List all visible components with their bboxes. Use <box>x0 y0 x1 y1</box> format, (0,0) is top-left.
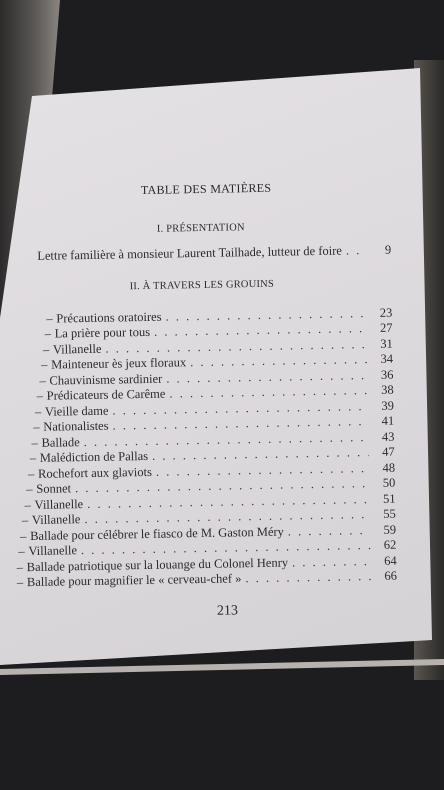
toc-entry-page: 59 <box>383 522 397 537</box>
toc-entry-page: 64 <box>384 553 397 568</box>
toc-entry-page: 39 <box>381 398 395 413</box>
toc-entry-label: Nationalistes <box>43 418 109 434</box>
toc-entry-lead <box>37 243 391 265</box>
leader-dots <box>288 523 371 540</box>
toc-entry-page: 34 <box>380 351 394 366</box>
entry-dash: – <box>39 373 46 388</box>
entry-dash: – <box>29 450 37 466</box>
section-heading-presentation: I. PRÉSENTATION <box>156 222 245 235</box>
entry-dash: – <box>24 497 31 512</box>
entry-dash: – <box>27 466 35 481</box>
toc-entry-page: 9 <box>384 242 392 257</box>
toc-entry-label: Villanelle <box>28 543 78 559</box>
toc-entry-label: Mainteneur ès jeux floraux <box>51 355 187 372</box>
section-heading-grouins: II. À TRAVERS LES GROUINS <box>129 278 275 292</box>
entry-dash: – <box>42 342 50 357</box>
toc-entry-label: Précautions oratoires <box>56 309 162 326</box>
toc-entry-label: La prière pour tous <box>54 324 151 341</box>
toc-entry-page: 36 <box>380 367 394 382</box>
entry-dash: – <box>36 388 44 403</box>
entry-dash: – <box>21 513 29 528</box>
toc-entry-page: 50 <box>382 475 396 490</box>
entry-dash: – <box>31 435 38 450</box>
toc-title: TABLE DES MATIÈRES <box>140 180 272 198</box>
page-edge <box>0 659 444 675</box>
toc-entry-page: 23 <box>379 305 393 320</box>
toc-entry-label: Villanelle <box>52 341 102 357</box>
toc-entry-label: Ballade patriotique sur la louange du Colonel Henry <box>26 555 289 574</box>
toc-entry-label: Sonnet <box>36 481 72 496</box>
entry-dash: – <box>16 575 24 590</box>
entry-dash: – <box>46 311 53 326</box>
entry-dash: – <box>41 357 48 372</box>
toc-entry-page: 48 <box>382 460 396 475</box>
entry-dash: – <box>33 419 40 434</box>
table-of-contents <box>10 179 398 623</box>
leader-dots <box>245 569 371 587</box>
toc-entry-page: 27 <box>379 320 393 335</box>
toc-entry-page: 47 <box>382 444 395 459</box>
entry-dash: – <box>44 326 51 341</box>
toc-entry-page: 51 <box>382 491 396 506</box>
toc-entry-label: Chauvinisme sardinier <box>49 371 163 388</box>
toc-entry-label: Villanelle <box>31 512 81 527</box>
toc-entry-label: Malédiction de Pallas <box>39 448 149 465</box>
leader-dots <box>346 243 366 259</box>
toc-entry-label: Ballade pour magnifier le « cerveau-chef » <box>26 571 242 590</box>
toc-entry-label: Vieille dame <box>44 403 109 419</box>
toc-entry-page: 31 <box>380 336 393 351</box>
toc-entry-page: 55 <box>383 506 396 521</box>
toc-entry-page: 38 <box>381 382 394 397</box>
toc-entry-page: 43 <box>381 429 395 444</box>
entry-dash: – <box>20 528 27 543</box>
entry-dash: – <box>34 404 42 419</box>
toc-entry-page: 62 <box>383 537 397 552</box>
toc-entry-label: Rochefort aux glaviots <box>37 464 153 481</box>
entry-dash: – <box>26 481 33 497</box>
toc-entry-page: 41 <box>381 413 395 428</box>
toc-entry-label: Villanelle <box>34 496 84 512</box>
leader-dots <box>292 554 371 571</box>
page-number: 213 <box>216 602 239 619</box>
toc-list <box>12 305 397 591</box>
entry-dash: – <box>18 544 25 559</box>
entry-dash: – <box>16 559 24 574</box>
toc-entry-page: 66 <box>384 568 398 583</box>
toc-entry-label: Ballade pour célébrer le fiasco de M. Gaston Méry <box>30 524 284 543</box>
toc-entry-label: Prédicateurs de Carême <box>46 386 166 403</box>
toc-entry-label: Lettre familière à monsieur Laurent Tailhade, lutteur de foire <box>37 243 343 263</box>
toc-entry-label: Ballade <box>41 434 80 450</box>
